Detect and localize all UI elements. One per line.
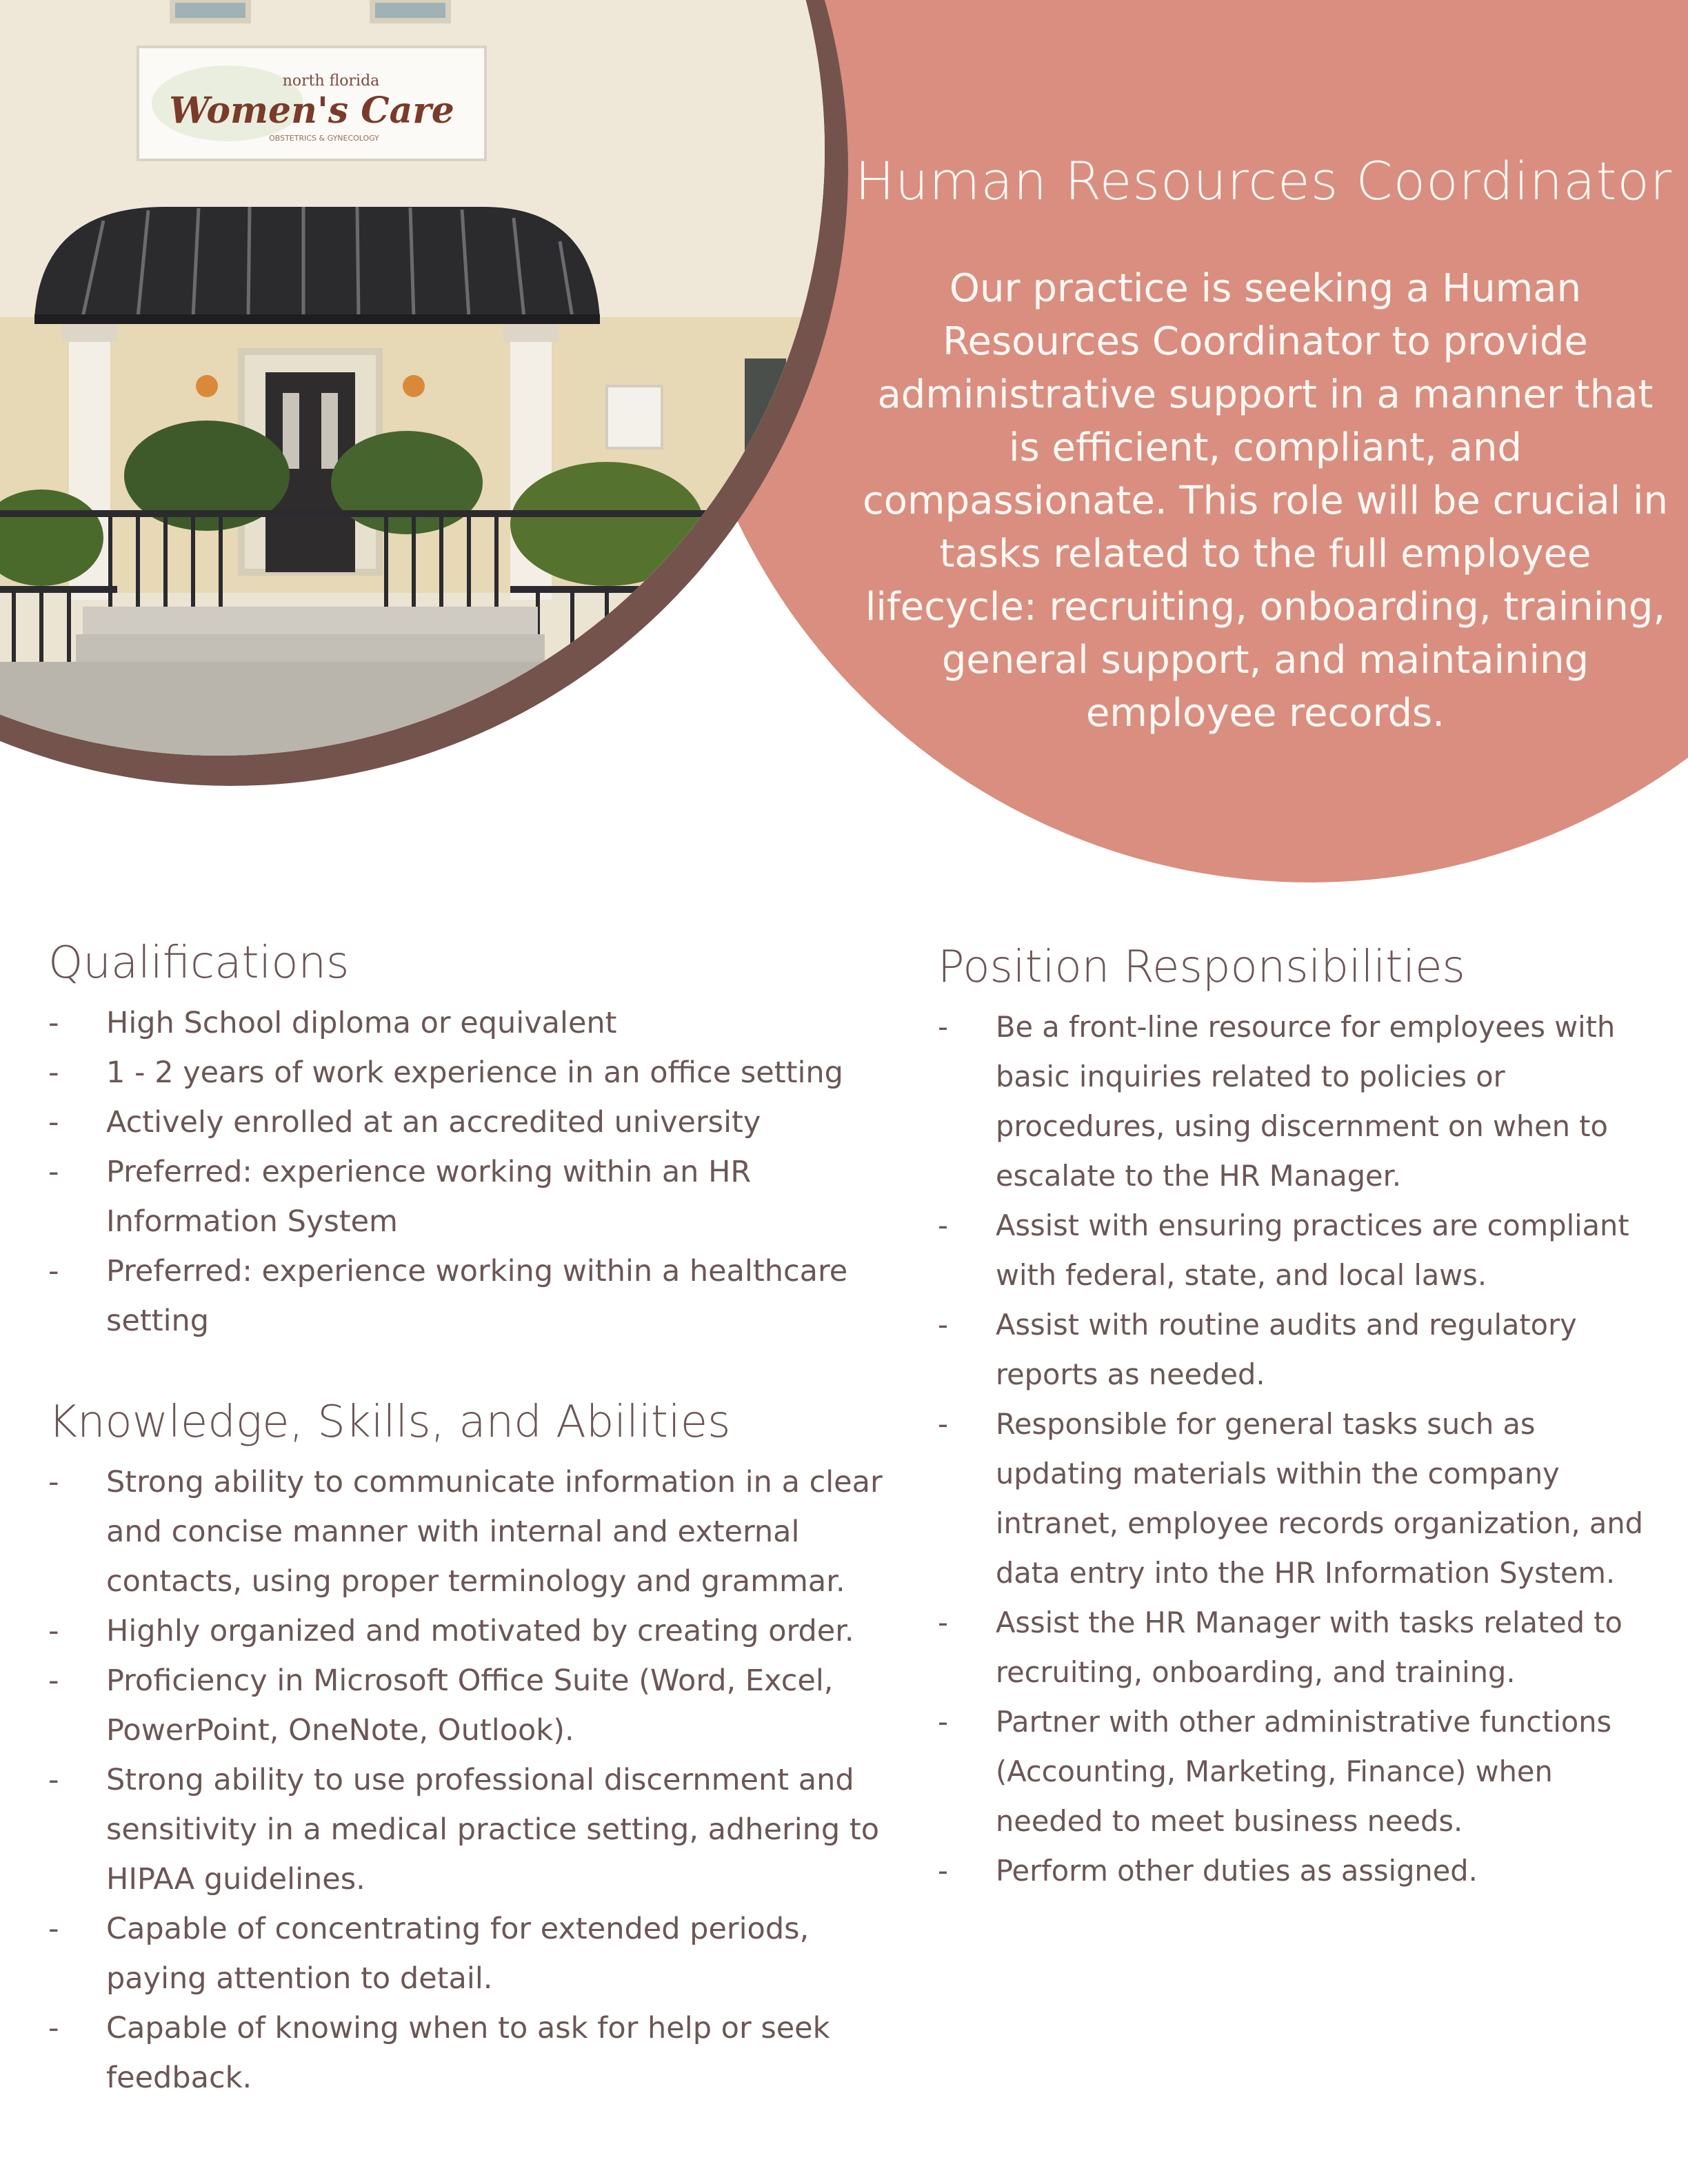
responsibilities-list — [938, 1002, 1669, 1896]
list-item: - Be a front-line resource for employees with basic inquiries related to policies or procedures, using discernment on when to escalate to the HR Manager. — [938, 1002, 1669, 1201]
list-item: - Proficiency in Microsoft Office Suite (Word, Excel, PowerPoint, OneNote, Outlook). — [48, 1656, 917, 1755]
ksa-heading: Knowledge, Skills, and Abilities — [48, 1397, 731, 1448]
list-item: - Strong ability to use professional discernment and sensitivity in a medical practice setting, adhering to HIPAA guidelines. — [48, 1755, 917, 1904]
list-item: - Highly organized and motivated by creating order. — [48, 1606, 917, 1656]
list-item: - Actively enrolled at an accredited university — [48, 1098, 917, 1147]
list-item: - Partner with other administrative functions (Accounting, Marketing, Finance) when needed to meet business needs. — [938, 1697, 1669, 1846]
list-item: - 1 - 2 years of work experience in an office setting — [48, 1048, 917, 1098]
list-item: - Preferred: experience working within an HR Information System — [48, 1147, 917, 1246]
list-item: - Capable of knowing when to ask for help or seek feedback. — [48, 2003, 917, 2103]
list-item: - High School diploma or equivalent — [48, 998, 917, 1048]
job-intro-paragraph: Our practice is seeking a Human Resources Coordinator to provide administrative support in a manner that is efficient, compliant, and compassionate. This role will be crucial in tasks related to the full employee lifecycle: recruiting, onboarding, training, general support, and maintaining employee records. — [862, 266, 1668, 736]
logo-text-north-florida: north florida — [282, 72, 380, 90]
list-item: - Preferred: experience working within a healthcare setting — [48, 1246, 917, 1346]
list-item: - Perform other duties as assigned. — [938, 1846, 1669, 1896]
logo-text-womens-care: Women's Care — [169, 90, 454, 132]
logo-text-subtitle: OBSTETRICS & GYNECOLOGY — [269, 134, 379, 143]
job-title: Human Resources Coordinator — [855, 150, 1673, 212]
office-building-photo — [0, 0, 825, 756]
list-item: - Responsible for general tasks such as updating materials within the company intranet, employee records organization, and data entry into the HR Information System. — [938, 1399, 1669, 1598]
qualifications-list — [48, 998, 917, 1346]
responsibilities-heading: Position Responsibilities — [938, 942, 1465, 993]
list-item: - Capable of concentrating for extended periods, paying attention to detail. — [48, 1904, 917, 2003]
list-item: - Assist with ensuring practices are compliant with federal, state, and local laws. — [938, 1201, 1669, 1300]
list-item: - Strong ability to communicate information in a clear and concise manner with internal and external contacts, using proper terminology and grammar. — [48, 1457, 917, 1606]
list-item: - Assist with routine audits and regulatory reports as needed. — [938, 1300, 1669, 1399]
list-item: - Assist the HR Manager with tasks related to recruiting, onboarding, and training. — [938, 1598, 1669, 1697]
right-column — [938, 942, 1669, 1896]
qualifications-heading: Qualifications — [48, 938, 350, 989]
ksa-list — [48, 1457, 917, 2103]
left-column — [48, 938, 917, 2103]
